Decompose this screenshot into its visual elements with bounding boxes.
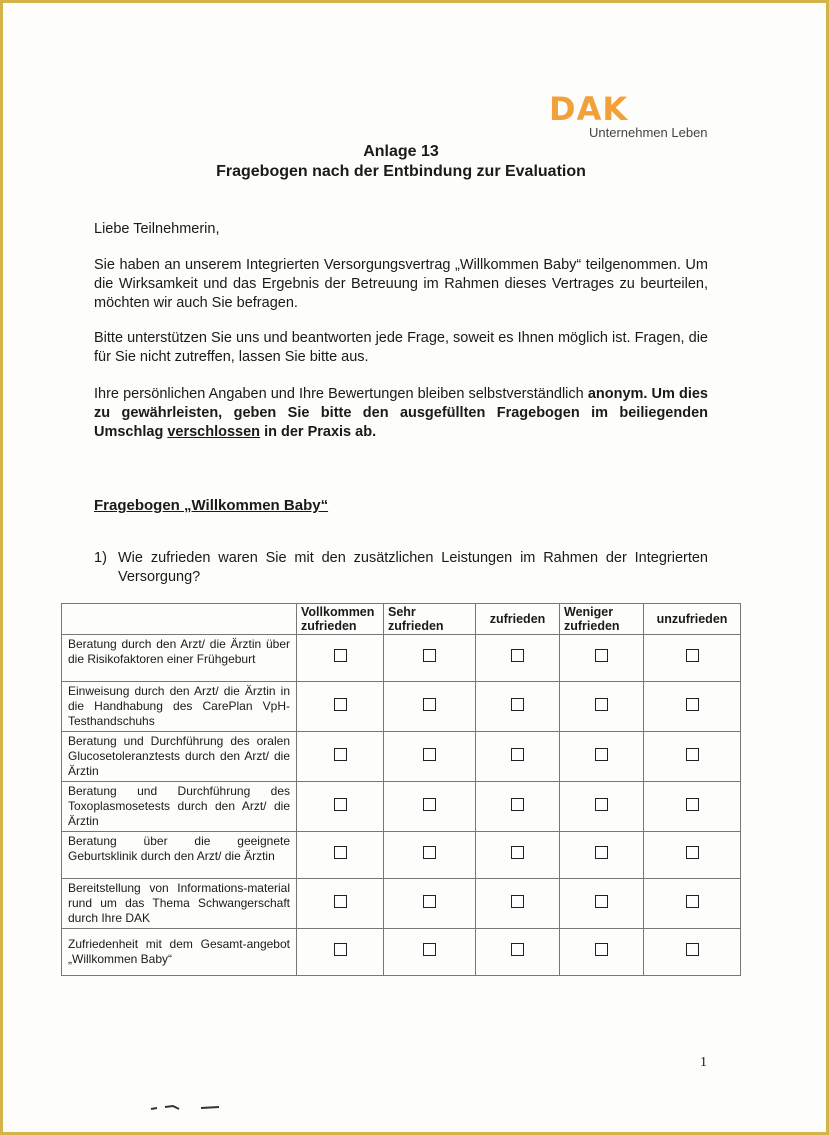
rating-cell <box>644 929 741 976</box>
intro-paragraph: Sie haben an unserem Integrierten Versorgungsvertrag „Willkommen Baby“ teilgenommen. Um die Wirksamkeit und das Ergebnis der Betreuung im Rahmen dieses Vertrages zu beurteilen, möchten wir auch Sie befragen. <box>94 257 708 311</box>
greeting: Liebe Teilnehmerin, <box>94 221 220 237</box>
anonymity-text: Ihre persönlichen Angaben und Ihre Bewertungen bleiben selbstverständlich <box>94 386 588 402</box>
table-row <box>62 635 741 682</box>
rating-cell <box>297 782 384 832</box>
anonymity-bold-end: in der Praxis ab. <box>260 424 377 440</box>
checkbox[interactable] <box>686 748 699 761</box>
scan-artifact <box>149 1103 229 1115</box>
table-row <box>62 682 741 732</box>
page-subtitle: Fragebogen nach der Entbindung zur Evaluation <box>216 163 586 180</box>
page-title: Anlage 13 <box>363 143 439 160</box>
table-header-row <box>62 604 741 635</box>
checkbox[interactable] <box>686 698 699 711</box>
rating-cell <box>384 879 476 929</box>
checkbox[interactable] <box>595 846 608 859</box>
rating-cell <box>476 782 560 832</box>
page-number: 1 <box>700 1055 707 1070</box>
column-header: Sehr zufrieden <box>384 604 476 635</box>
dak-logo <box>549 93 709 140</box>
rating-cell <box>644 635 741 682</box>
checkbox[interactable] <box>334 846 347 859</box>
checkbox[interactable] <box>334 798 347 811</box>
checkbox[interactable] <box>423 649 436 662</box>
checkbox[interactable] <box>686 798 699 811</box>
rating-cell <box>560 782 644 832</box>
table-row <box>62 879 741 929</box>
checkbox[interactable] <box>511 895 524 908</box>
rating-cell <box>476 635 560 682</box>
logo-tagline: Unternehmen Leben <box>589 125 708 140</box>
row-label: Bereitstellung von Informations-material rund um das Thema Schwangerschaft durch Ihre DAK <box>62 879 297 929</box>
checkbox[interactable] <box>511 846 524 859</box>
checkbox[interactable] <box>686 895 699 908</box>
rating-cell <box>384 635 476 682</box>
row-label: Beratung und Durchführung des Toxoplasmosetests durch den Arzt/ die Ärztin <box>62 782 297 832</box>
rating-cell <box>297 732 384 782</box>
svg-text:DAK: DAK <box>549 93 629 123</box>
rating-cell <box>384 782 476 832</box>
checkbox[interactable] <box>423 846 436 859</box>
checkbox[interactable] <box>334 943 347 956</box>
table-row <box>62 782 741 832</box>
question-number: 1) <box>94 550 107 566</box>
checkbox[interactable] <box>595 895 608 908</box>
rating-cell <box>384 682 476 732</box>
rating-cell <box>644 732 741 782</box>
rating-cell <box>476 732 560 782</box>
column-header: zufrieden <box>476 604 560 635</box>
rating-cell <box>644 879 741 929</box>
checkbox[interactable] <box>423 943 436 956</box>
checkbox[interactable] <box>423 895 436 908</box>
rating-cell <box>560 635 644 682</box>
checkbox[interactable] <box>511 798 524 811</box>
column-header: Vollkommen zufrieden <box>297 604 384 635</box>
checkbox[interactable] <box>686 943 699 956</box>
table-row <box>62 832 741 879</box>
table-header-empty <box>62 604 297 635</box>
checkbox[interactable] <box>423 748 436 761</box>
table-row <box>62 929 741 976</box>
section-title: Fragebogen „Willkommen Baby“ <box>94 497 329 514</box>
row-label: Beratung und Durchführung des oralen Glucosetoleranztests durch den Arzt/ die Ärztin <box>62 732 297 782</box>
logo-wordmark <box>549 93 709 123</box>
checkbox[interactable] <box>686 649 699 662</box>
dak-logo-mark <box>549 93 637 123</box>
checkbox[interactable] <box>334 649 347 662</box>
row-label: Einweisung durch den Arzt/ die Ärztin in die Handhabung des CarePlan VpH-Testhandschuhs <box>62 682 297 732</box>
checkbox[interactable] <box>595 943 608 956</box>
rating-cell <box>297 929 384 976</box>
instruction-paragraph: Bitte unterstützen Sie uns und beantworten jede Frage, soweit es Ihnen möglich ist. Fragen, die für Sie nicht zutreffen, lassen Sie bitte aus. <box>94 330 708 365</box>
table-row <box>62 732 741 782</box>
checkbox[interactable] <box>334 698 347 711</box>
checkbox[interactable] <box>511 649 524 662</box>
column-header: unzufrieden <box>644 604 741 635</box>
column-header: Weniger zufrieden <box>560 604 644 635</box>
rating-table <box>61 603 741 976</box>
checkbox[interactable] <box>595 748 608 761</box>
row-label: Zufriedenheit mit dem Gesamt-angebot „Willkommen Baby“ <box>62 929 297 976</box>
rating-cell <box>384 929 476 976</box>
sealed-emphasis: verschlossen <box>167 424 261 440</box>
checkbox[interactable] <box>595 649 608 662</box>
rating-cell <box>476 929 560 976</box>
checkbox[interactable] <box>595 698 608 711</box>
checkbox[interactable] <box>511 943 524 956</box>
rating-cell <box>297 635 384 682</box>
row-label: Beratung durch den Arzt/ die Ärztin über die Risikofaktoren einer Frühgeburt <box>62 635 297 682</box>
checkbox[interactable] <box>511 748 524 761</box>
rating-cell <box>644 682 741 732</box>
rating-cell <box>476 832 560 879</box>
checkbox[interactable] <box>686 846 699 859</box>
rating-cell <box>476 682 560 732</box>
rating-cell <box>297 832 384 879</box>
rating-cell <box>560 832 644 879</box>
rating-cell <box>384 732 476 782</box>
checkbox[interactable] <box>423 698 436 711</box>
checkbox[interactable] <box>334 895 347 908</box>
anonymity-bold-text: anonym. Um dies zu gewährleisten, geben Sie bitte den ausgefüllten Fragebogen im beiliegenden Umschlag <box>94 386 708 440</box>
rating-cell <box>297 879 384 929</box>
rating-cell <box>384 832 476 879</box>
rating-cell <box>644 782 741 832</box>
anonymity-paragraph <box>94 385 708 442</box>
rating-cell <box>560 732 644 782</box>
rating-cell <box>476 879 560 929</box>
rating-cell <box>560 929 644 976</box>
row-label: Beratung über die geeignete Geburtsklinik durch den Arzt/ die Ärztin <box>62 832 297 879</box>
checkbox[interactable] <box>511 698 524 711</box>
question-text: Wie zufrieden waren Sie mit den zusätzlichen Leistungen im Rahmen der Integrierten Versorgung? <box>118 550 708 585</box>
checkbox[interactable] <box>334 748 347 761</box>
rating-cell <box>560 879 644 929</box>
rating-cell <box>560 682 644 732</box>
checkbox[interactable] <box>423 798 436 811</box>
question-1 <box>94 549 708 587</box>
checkbox[interactable] <box>595 798 608 811</box>
rating-cell <box>297 682 384 732</box>
rating-cell <box>644 832 741 879</box>
